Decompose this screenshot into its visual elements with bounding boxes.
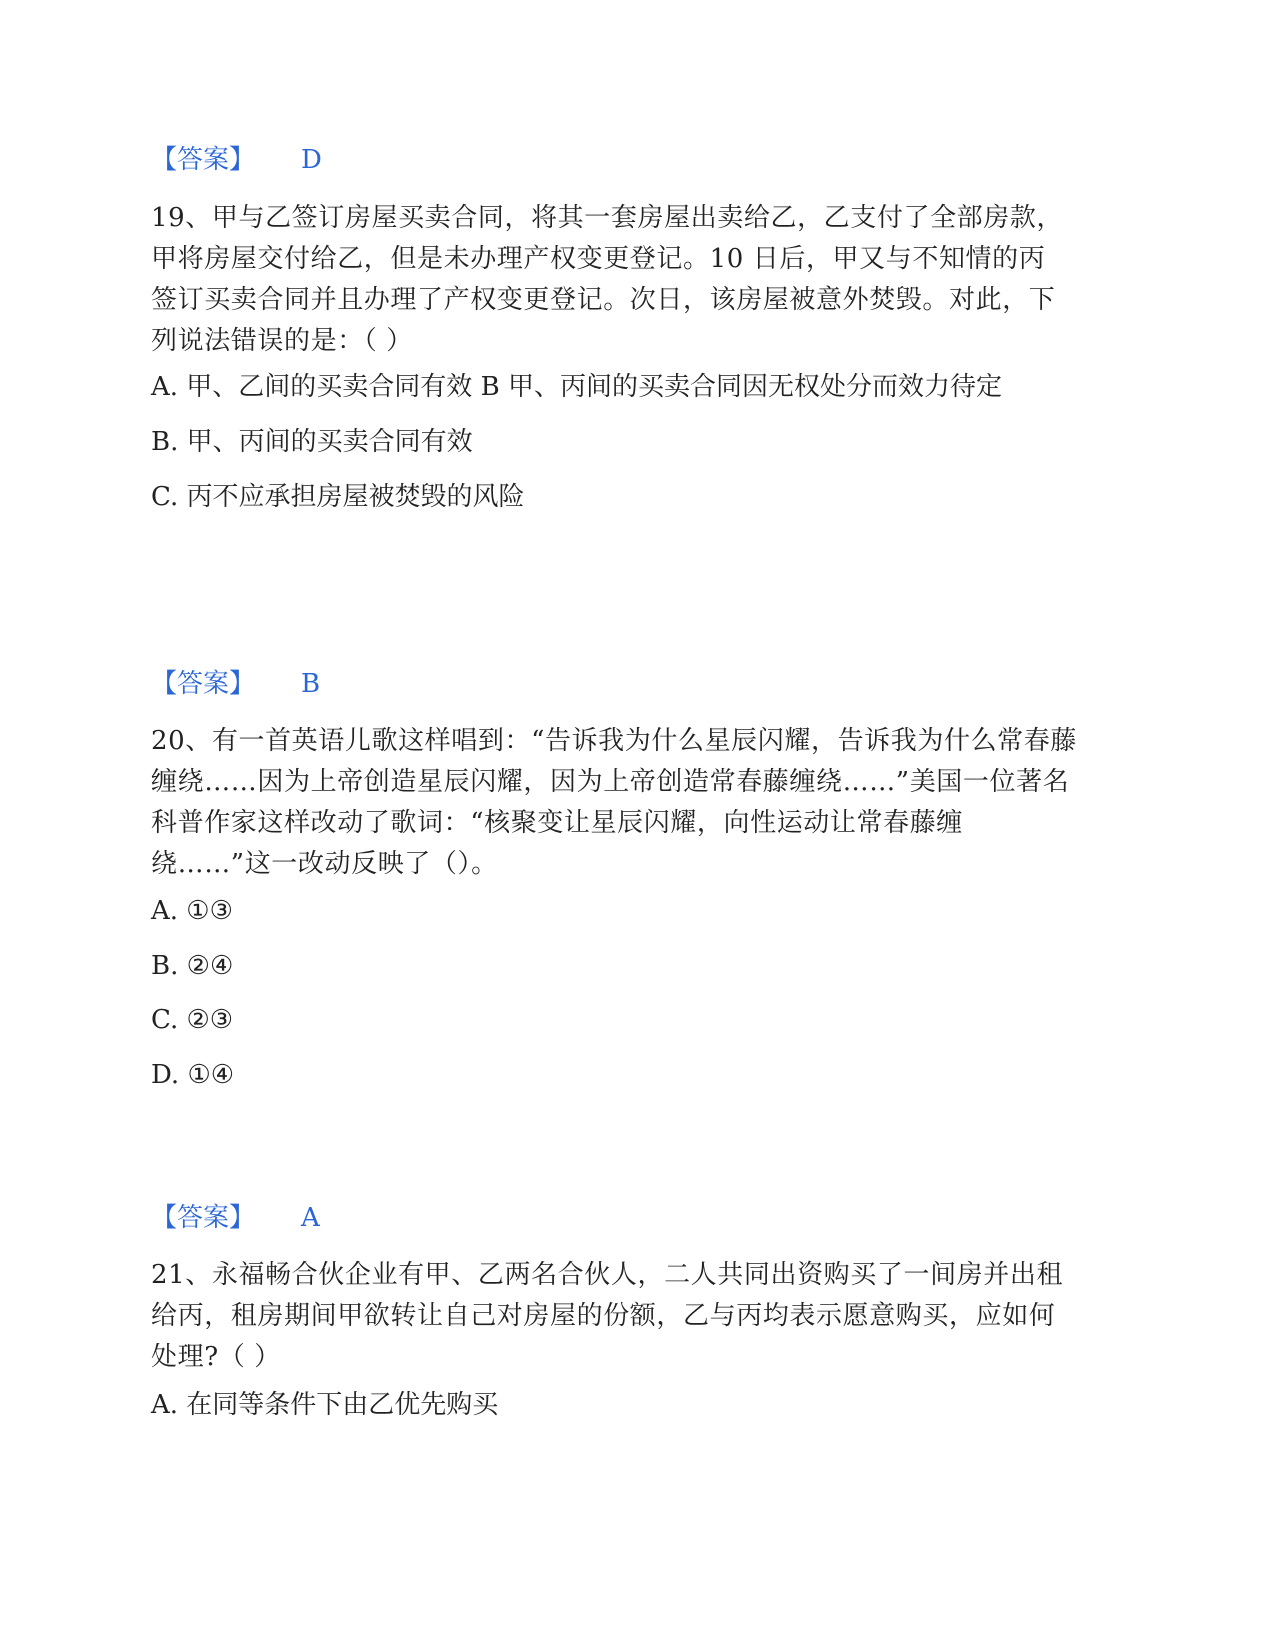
question-21-text: 21、永福畅合伙企业有甲、乙两名合伙人，二人共同出资购买了一间房并出租给丙，租房期间甲欲转让自己对房屋的份额，乙与丙均表示愿意购买，应如何处理?（ ） (151, 1260, 1064, 1372)
answer-value: B (301, 669, 321, 699)
answer-line-18 (151, 143, 1151, 177)
question-20-option-b: B. ②④ (151, 951, 234, 981)
question-20-text: 20、有一首英语儿歌这样唱到：“告诉我为什么星辰闪耀，告诉我为什么常春藤缠绕……因为上帝创造星辰闪耀，因为上帝创造常春藤缠绕……”美国一位著名科普作家这样改动了歌词：“核聚变让星辰闪耀，向性运动让常春藤缠绕……”这一改动反映了（）。 (151, 726, 1077, 879)
question-20-option-a: A. ①③ (151, 896, 233, 926)
question-19-option-c: C. 丙不应承担房屋被焚毁的风险 (151, 482, 525, 512)
answer-value: A (301, 1203, 320, 1233)
question-19-text: 19、甲与乙签订房屋买卖合同，将其一套房屋出卖给乙，乙支付了全部房款，甲将房屋交付给乙，但是未办理产权变更登记。10 日后，甲又与不知情的丙签订买卖合同并且办理了产权变更登记。次日，该房屋被意外焚毁。对此，下列说法错误的是：（ ） (151, 203, 1064, 356)
question-21-option-a: A. 在同等条件下由乙优先购买 (151, 1390, 499, 1420)
answer-tag: 【答案】 (151, 669, 256, 699)
answer-tag: 【答案】 (151, 1203, 256, 1233)
question-19-option-b: B. 甲、丙间的买卖合同有效 (151, 427, 473, 457)
answer-value: D (301, 145, 322, 175)
question-20-option-d: D. ①④ (151, 1060, 235, 1090)
answer-tag: 【答案】 (151, 145, 256, 175)
question-20-option-c: C. ②③ (151, 1005, 234, 1035)
question-19-option-a: A. 甲、乙间的买卖合同有效 B 甲、丙间的买卖合同因无权处分而效力待定 (151, 372, 1002, 402)
answer-line-20 (151, 1201, 1151, 1235)
answer-line-19 (151, 667, 1151, 701)
